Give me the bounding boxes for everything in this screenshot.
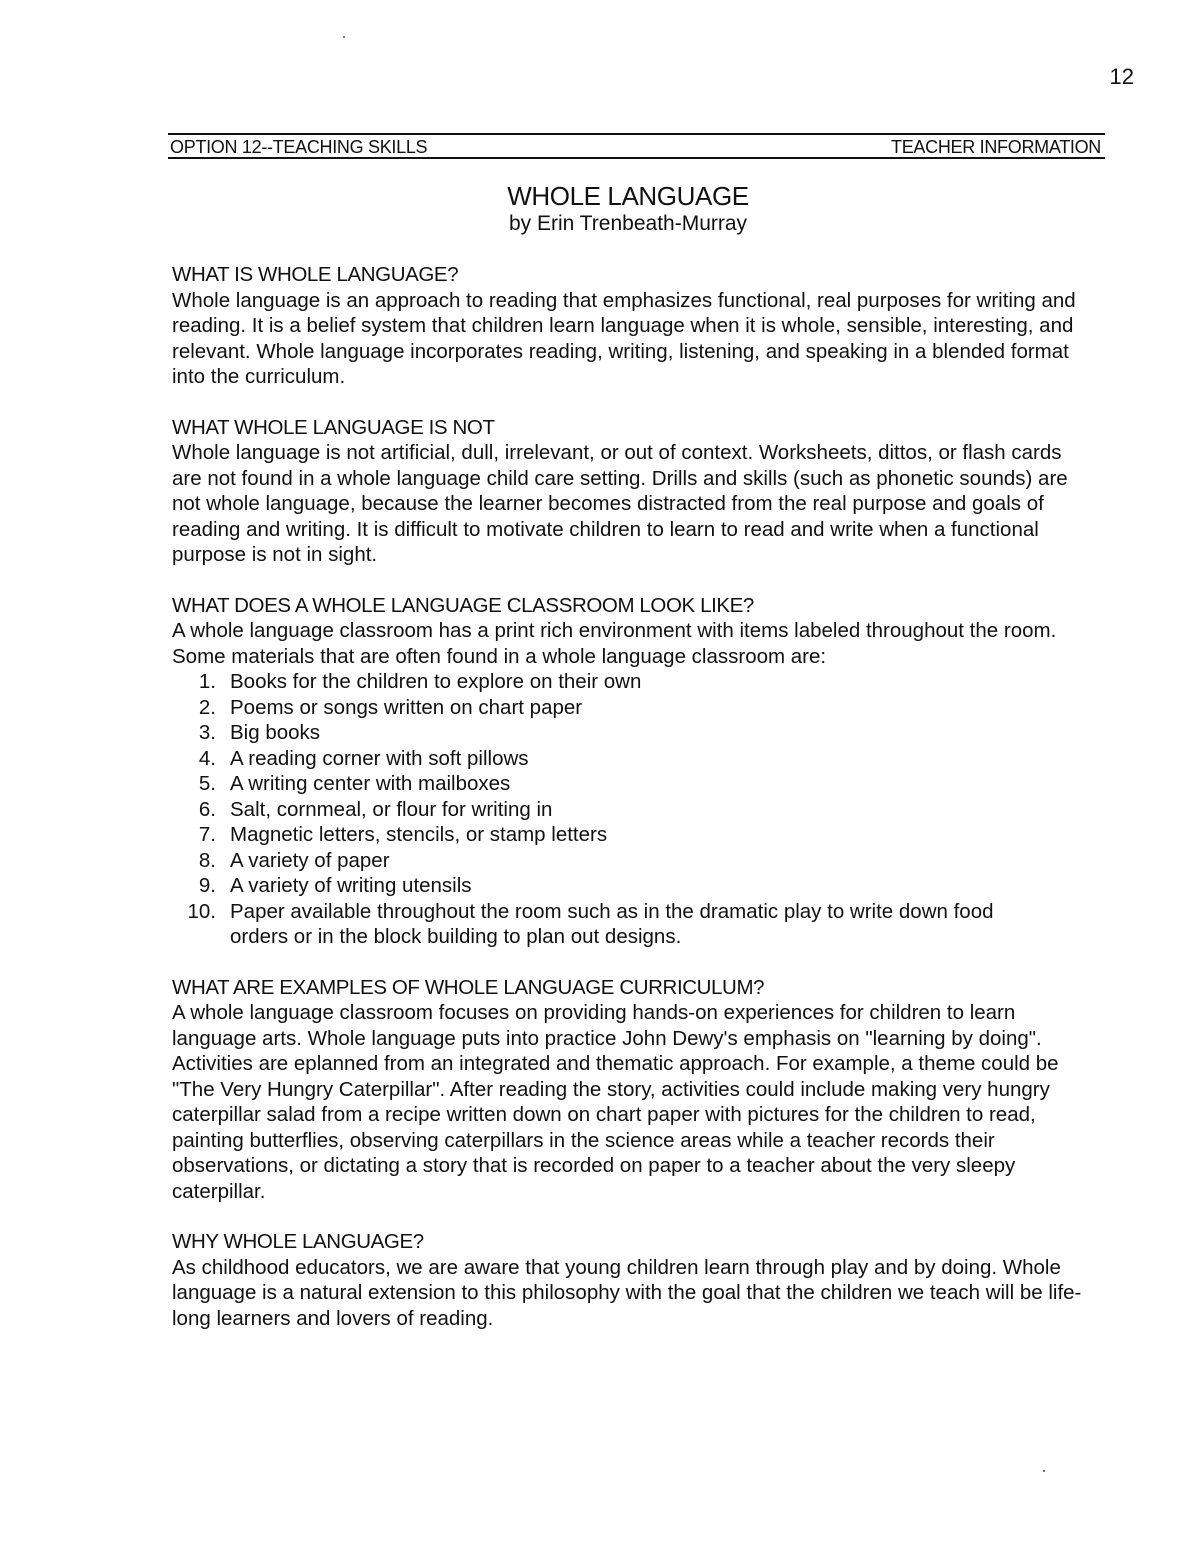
list-text: A variety of paper: [230, 848, 390, 872]
section-heading: WHY WHOLE LANGUAGE?: [172, 1230, 424, 1253]
list-item: [172, 822, 1092, 848]
section-paragraph: As childhood educators, we are aware that young children learn through play and by doing. Whole language is a natural extension to this philosophy with the goal that the children we teach will be life-long learners and lovers of reading.: [172, 1255, 1082, 1330]
section-heading: WHAT ARE EXAMPLES OF WHOLE LANGUAGE CURRICULUM?: [172, 975, 765, 999]
section-heading: WHAT DOES A WHOLE LANGUAGE CLASSROOM LOOK LIKE?: [172, 593, 754, 617]
page-number: 12: [1109, 64, 1134, 89]
list-text: A writing center with mailboxes: [230, 772, 511, 795]
list-number: 6.: [198, 797, 216, 821]
scan-speck: [1043, 1470, 1045, 1472]
list-item: [172, 695, 1092, 721]
section-what-is-not: [172, 415, 1092, 568]
list-item: [172, 669, 1092, 695]
list-item: [172, 797, 1092, 823]
running-header: [168, 133, 1105, 159]
list-item: [172, 899, 1092, 950]
section-heading: WHAT IS WHOLE LANGUAGE?: [172, 263, 459, 286]
header-option-label: OPTION 12--TEACHING SKILLS: [170, 137, 428, 157]
list-number: 3.: [198, 721, 216, 744]
list-text: Poems or songs written on chart paper: [230, 695, 583, 719]
list-item: [172, 771, 1092, 797]
list-number: 10.: [187, 899, 216, 923]
title-block: [168, 181, 1088, 237]
author-byline: by Erin Trenbeath-Murray: [508, 212, 748, 235]
list-number: 9.: [198, 874, 216, 897]
materials-list: [172, 669, 1092, 950]
document-body: [172, 262, 1092, 1356]
list-text: Big books: [230, 721, 321, 744]
list-text: A reading corner with soft pillows: [230, 746, 529, 770]
section-heading: WHAT WHOLE LANGUAGE IS NOT: [172, 415, 495, 439]
list-item: [172, 873, 1092, 899]
list-item: [172, 848, 1092, 874]
section-what-is: [172, 262, 1092, 390]
section-classroom: [172, 593, 1092, 950]
scan-speck: [343, 36, 345, 38]
list-number: 8.: [198, 848, 216, 872]
list-text: Magnetic letters, stencils, or stamp letters: [230, 823, 608, 846]
section-why: [172, 1229, 1092, 1331]
list-number: 5.: [198, 772, 216, 795]
list-number: 7.: [198, 823, 216, 846]
list-number: 4.: [198, 746, 216, 770]
list-item: [172, 746, 1092, 772]
list-text: Salt, cornmeal, or flour for writing in: [230, 797, 553, 821]
section-paragraph: A whole language classroom focuses on providing hands-on experiences for children to learn language arts. Whole language puts into practice John Dewy's emphasis on "learning by doing". Activities are eplanned from an integrated and thematic approach. For example, a theme could be "The Very Hungry Caterpillar". After reading the story, activities could include making very hungry caterpillar salad from a recipe written down on chart paper with pictures for the children to read, painting butterflies, observing caterpillars in the science areas while a teacher records their observations, or dictating a story that is recorded on paper to a teacher about the very sleepy caterpillar.: [172, 1001, 1059, 1203]
section-curriculum-examples: [172, 975, 1092, 1205]
section-paragraph: A whole language classroom has a print rich environment with items labeled throughout the room. Some materials that are often found in a whole language classroom are:: [172, 619, 1057, 668]
header-section-label: TEACHER INFORMATION: [891, 137, 1101, 157]
section-paragraph: Whole language is an approach to reading that emphasizes functional, real purposes for writing and reading. It is a belief system that children learn language when it is whole, sensible, interesting, and relevant. Whole language incorporates reading, writing, listening, and speaking in a blended format into the curriculum.: [172, 288, 1076, 388]
list-text: A variety of writing utensils: [230, 874, 472, 897]
section-paragraph: Whole language is not artificial, dull, irrelevant, or out of context. Worksheets, dittos, or flash cards are not found in a whole language child care setting. Drills and skills (such as phonetic sounds) are not whole language, because the learner becomes distracted from the real purpose and goals of reading and writing. It is difficult to motivate children to learn to read and write when a functional purpose is not in sight.: [172, 441, 1068, 566]
list-number: 1.: [198, 670, 216, 693]
list-text: Paper available throughout the room such as in the dramatic play to write down food orders or in the block building to plan out designs.: [230, 899, 994, 948]
document-title: WHOLE LANGUAGE: [507, 181, 749, 211]
list-item: [172, 720, 1092, 746]
list-text: Books for the children to explore on their own: [230, 670, 642, 693]
list-number: 2.: [198, 695, 216, 719]
